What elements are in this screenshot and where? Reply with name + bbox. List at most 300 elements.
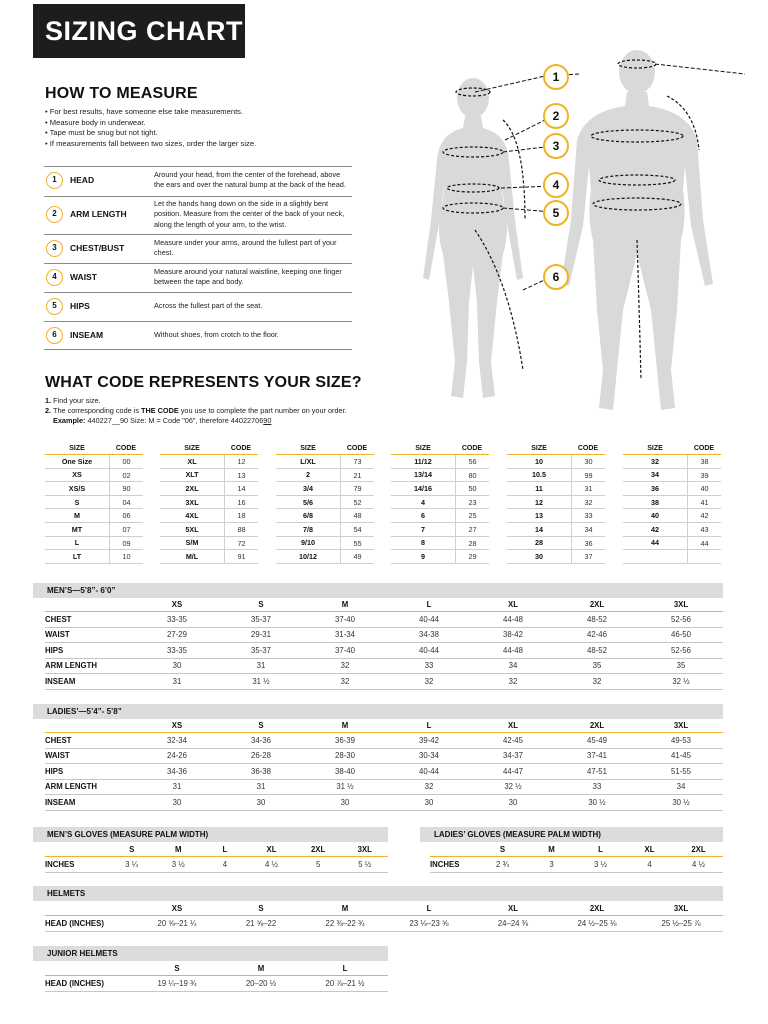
code-column-header: CODE bbox=[577, 445, 599, 452]
code-cell: 48 bbox=[340, 509, 374, 522]
grid-row bbox=[45, 643, 723, 659]
code-table-row bbox=[507, 523, 605, 537]
code-table-row bbox=[623, 550, 721, 564]
code-table-row bbox=[160, 482, 258, 496]
callout-3: 3 bbox=[543, 133, 569, 159]
size-cell: S/M bbox=[185, 538, 199, 548]
size-header: XL bbox=[508, 904, 518, 913]
size-header: M bbox=[341, 600, 349, 609]
value-cell: 24–24 ⅜ bbox=[497, 918, 529, 928]
grid-header-row bbox=[430, 843, 723, 857]
size-header: XL bbox=[508, 721, 518, 730]
code-cell: 14 bbox=[224, 482, 258, 495]
code-steps bbox=[45, 396, 385, 427]
helmets-bar: HELMETS bbox=[33, 886, 723, 901]
code-table-row bbox=[45, 469, 143, 483]
callout-4: 4 bbox=[543, 172, 569, 198]
step-1-number: 1. bbox=[45, 396, 52, 405]
size-header: 3XL bbox=[673, 721, 689, 730]
step-2-number: 2. bbox=[45, 406, 52, 416]
code-cell: 04 bbox=[109, 496, 143, 509]
value-cell: 25 ½–25 ⅞ bbox=[661, 918, 701, 928]
value-cell: 48-52 bbox=[587, 645, 607, 655]
value-cell: 32 ½ bbox=[672, 676, 690, 686]
value-cell: 42-45 bbox=[503, 735, 523, 745]
value-cell: 38-40 bbox=[335, 766, 355, 776]
example-tail: 90 bbox=[263, 416, 272, 426]
row-label: ARM LENGTH bbox=[45, 782, 97, 792]
size-header: 2XL bbox=[589, 721, 605, 730]
size-header: XL bbox=[644, 845, 655, 854]
size-header: XS bbox=[171, 721, 183, 730]
code-table-row bbox=[623, 523, 721, 537]
value-cell: 30 bbox=[508, 797, 518, 807]
mens-size-grid bbox=[45, 598, 723, 690]
value-cell: 35-37 bbox=[251, 614, 271, 624]
value-cell: 49-53 bbox=[671, 735, 691, 745]
code-cell: 43 bbox=[687, 523, 721, 536]
value-cell: 34 bbox=[508, 661, 518, 671]
size-cell: 14/16 bbox=[414, 483, 432, 493]
row-label: INCHES bbox=[45, 859, 75, 869]
code-column-header: CODE bbox=[115, 445, 137, 452]
ladies-size-grid bbox=[45, 719, 723, 811]
grid-row bbox=[45, 857, 388, 873]
size-cell: 8 bbox=[421, 538, 425, 548]
mens-gloves-grid bbox=[45, 843, 388, 873]
code-cell: 32 bbox=[571, 496, 605, 509]
step-1 bbox=[45, 396, 385, 406]
size-header: XS bbox=[171, 600, 183, 609]
size-cell: 10.5 bbox=[532, 470, 546, 480]
value-cell: 24-26 bbox=[167, 751, 187, 761]
value-cell: 22 ⅜–22 ¾ bbox=[325, 918, 365, 928]
code-cell: 00 bbox=[109, 455, 143, 468]
mens-gloves-bar: MEN’S GLOVES (MEASURE PALM WIDTH) bbox=[33, 827, 388, 842]
size-cell: 10 bbox=[535, 456, 543, 466]
size-cell: 2XL bbox=[185, 483, 199, 493]
grid-row bbox=[45, 612, 723, 628]
size-cell: 5XL bbox=[185, 524, 199, 534]
value-cell: 38-42 bbox=[503, 630, 523, 640]
size-header: M bbox=[548, 845, 555, 854]
size-cell: 9/10 bbox=[301, 538, 315, 548]
size-header: 2XL bbox=[589, 904, 605, 913]
size-cell: 32 bbox=[651, 456, 659, 466]
value-cell: 31 bbox=[256, 782, 266, 792]
code-cell: 50 bbox=[455, 482, 489, 495]
value-cell: 31 bbox=[172, 782, 182, 792]
size-header: S bbox=[499, 845, 506, 854]
code-table-row bbox=[623, 537, 721, 551]
measure-desc: Measure around your natural waistline, keeping one finger between the tape and body. bbox=[154, 267, 342, 287]
row-label: CHEST bbox=[45, 735, 72, 745]
code-table-row bbox=[45, 509, 143, 523]
value-cell: 30 ½ bbox=[588, 797, 606, 807]
example-line bbox=[45, 416, 385, 426]
value-cell: 30 bbox=[424, 797, 434, 807]
grid-row bbox=[45, 916, 723, 932]
row-label: WAIST bbox=[45, 751, 70, 761]
size-header: S bbox=[129, 845, 135, 854]
size-header: L bbox=[342, 964, 348, 973]
size-cell: XL bbox=[187, 456, 197, 466]
measure-desc: Without shoes, from crotch to the floor. bbox=[154, 330, 279, 339]
value-cell: 32 bbox=[340, 676, 350, 686]
code-table-row bbox=[276, 509, 374, 523]
size-header: 2XL bbox=[589, 600, 605, 609]
value-cell: 4 bbox=[222, 859, 228, 869]
size-cell: 12 bbox=[535, 497, 543, 507]
measure-tips bbox=[45, 107, 345, 149]
code-table-row bbox=[45, 550, 143, 564]
value-cell: 47-51 bbox=[587, 766, 607, 776]
junior-helmets-grid bbox=[45, 962, 388, 992]
grid-header-row bbox=[45, 598, 723, 612]
grid-header-row bbox=[45, 962, 388, 976]
code-cell: 02 bbox=[109, 469, 143, 482]
value-cell: 29-31 bbox=[251, 630, 271, 640]
size-cell: 28 bbox=[535, 538, 543, 548]
step-2-the-code: THE CODE bbox=[141, 406, 179, 416]
size-header: L bbox=[426, 600, 432, 609]
grid-row bbox=[45, 749, 723, 765]
row-label: HIPS bbox=[45, 766, 64, 776]
example-text: 440227__90 Size: M = Code "06", therefore 44022706 bbox=[87, 416, 264, 426]
code-cell: 42 bbox=[687, 509, 721, 522]
code-cell: 07 bbox=[109, 523, 143, 536]
code-table-row bbox=[276, 523, 374, 537]
code-table-row bbox=[160, 537, 258, 551]
size-cell: 13 bbox=[535, 511, 543, 521]
value-cell: 21 ⅝–22 bbox=[245, 918, 277, 928]
size-cell: 11 bbox=[535, 483, 543, 493]
measure-desc: Measure under your arms, around the fullest part of your chest. bbox=[154, 238, 337, 258]
example-label: Example: bbox=[53, 416, 86, 426]
size-cell: 7 bbox=[421, 524, 425, 534]
size-column-header: SIZE bbox=[69, 444, 85, 452]
code-table-row bbox=[160, 496, 258, 510]
size-cell: 10/12 bbox=[299, 551, 317, 561]
grid-row bbox=[45, 780, 723, 796]
measure-row-arm-length bbox=[44, 196, 352, 234]
size-cell: 9 bbox=[421, 551, 425, 561]
value-cell: 46-50 bbox=[671, 630, 691, 640]
size-cell: 14 bbox=[535, 524, 543, 534]
value-cell: 34-36 bbox=[167, 766, 187, 776]
mens-bar: MEN’S—5’8”- 6’0” bbox=[33, 583, 723, 598]
measure-desc: Let the hands hang down on the side in a slightly bent position. Measure from the center of the back of your neck, along the length of your arm, to the wrist. bbox=[154, 199, 345, 229]
value-cell: 5 ½ bbox=[358, 859, 372, 869]
code-table bbox=[276, 442, 374, 564]
code-table bbox=[623, 442, 721, 564]
code-table-row bbox=[160, 509, 258, 523]
size-header: 2XL bbox=[310, 845, 326, 854]
size-cell: 4 bbox=[421, 497, 425, 507]
value-cell: 30 bbox=[172, 661, 182, 671]
value-cell: 35 bbox=[676, 661, 686, 671]
code-table-header bbox=[391, 442, 489, 455]
value-cell: 4 ½ bbox=[265, 859, 279, 869]
code-cell: 44 bbox=[687, 537, 721, 550]
measure-name: HIPS bbox=[70, 301, 90, 311]
code-table-row bbox=[507, 496, 605, 510]
step-2-text-a: The corresponding code is bbox=[53, 406, 139, 416]
size-header: M bbox=[341, 721, 349, 730]
value-cell: 52-56 bbox=[671, 614, 691, 624]
code-cell: 28 bbox=[455, 537, 489, 550]
measure-row-hips bbox=[44, 292, 352, 321]
tip: • Tape must be snug but not tight. bbox=[45, 128, 158, 138]
code-cell: 79 bbox=[340, 482, 374, 495]
measure-number: 2 bbox=[46, 206, 63, 223]
code-table-row bbox=[276, 482, 374, 496]
row-label: INSEAM bbox=[45, 797, 76, 807]
row-label: HEAD (INCHES) bbox=[45, 978, 104, 988]
row-label: INCHES bbox=[430, 859, 460, 869]
code-table-row bbox=[276, 550, 374, 564]
size-header: M bbox=[175, 845, 182, 854]
size-cell: 36 bbox=[651, 483, 659, 493]
code-column-header: CODE bbox=[693, 445, 715, 452]
code-cell: 27 bbox=[455, 523, 489, 536]
code-table-row bbox=[391, 496, 489, 510]
value-cell: 20 ⅞–21 ½ bbox=[325, 978, 365, 988]
size-header: 2XL bbox=[691, 845, 706, 854]
value-cell: 36-39 bbox=[335, 735, 355, 745]
value-cell: 33-35 bbox=[167, 645, 187, 655]
code-table-row bbox=[160, 455, 258, 469]
value-cell: 34-36 bbox=[251, 735, 271, 745]
grid-row bbox=[45, 733, 723, 749]
code-cell: 23 bbox=[455, 496, 489, 509]
callout-2: 2 bbox=[543, 103, 569, 129]
size-header: XL bbox=[508, 600, 518, 609]
code-cell: 54 bbox=[340, 523, 374, 536]
value-cell: 32 bbox=[340, 661, 350, 671]
size-cell: M bbox=[74, 511, 80, 521]
code-cell: 29 bbox=[455, 550, 489, 563]
value-cell: 30 ½ bbox=[672, 797, 690, 807]
code-table-header bbox=[623, 442, 721, 455]
value-cell: 33-35 bbox=[167, 614, 187, 624]
tip: • Measure body in underwear. bbox=[45, 117, 146, 127]
code-cell: 73 bbox=[340, 455, 374, 468]
code-cell: 06 bbox=[109, 509, 143, 522]
size-cell: 2 bbox=[306, 470, 310, 480]
grid-row bbox=[45, 976, 388, 992]
size-cell: XS bbox=[72, 470, 82, 480]
code-cell: 52 bbox=[340, 496, 374, 509]
code-table-header bbox=[160, 442, 258, 455]
value-cell: 34 bbox=[676, 782, 686, 792]
measure-number: 3 bbox=[46, 240, 63, 257]
value-cell: 41-45 bbox=[671, 751, 691, 761]
code-table-row bbox=[507, 482, 605, 496]
value-cell: 5 bbox=[315, 859, 321, 869]
value-cell: 19 ¼–19 ¾ bbox=[157, 978, 197, 988]
size-header: S bbox=[258, 904, 264, 913]
measure-row-waist bbox=[44, 263, 352, 292]
value-cell: 37-40 bbox=[335, 614, 355, 624]
value-cell: 3 ½ bbox=[171, 859, 185, 869]
size-cell: 3/4 bbox=[303, 483, 313, 493]
measure-number: 5 bbox=[46, 298, 63, 315]
code-cell bbox=[687, 550, 721, 563]
size-cell: 30 bbox=[535, 551, 543, 561]
value-cell: 31 bbox=[256, 661, 266, 671]
size-header: XS bbox=[171, 904, 183, 913]
value-cell: 4 ½ bbox=[691, 859, 705, 869]
value-cell: 45-49 bbox=[587, 735, 607, 745]
size-header: M bbox=[341, 904, 349, 913]
code-table-row bbox=[507, 509, 605, 523]
code-table-row bbox=[45, 496, 143, 510]
code-cell: 72 bbox=[224, 537, 258, 550]
step-1-text: Find your size. bbox=[53, 396, 101, 405]
code-cell: 16 bbox=[224, 496, 258, 509]
value-cell: 35-37 bbox=[251, 645, 271, 655]
code-cell: 90 bbox=[109, 482, 143, 495]
code-table-row bbox=[391, 537, 489, 551]
value-cell: 30 bbox=[256, 797, 266, 807]
value-cell: 36-38 bbox=[251, 766, 271, 776]
value-cell: 40-44 bbox=[419, 766, 439, 776]
code-cell: 21 bbox=[340, 469, 374, 482]
code-cell: 34 bbox=[571, 523, 605, 536]
value-cell: 27-29 bbox=[167, 630, 187, 640]
value-cell: 3 ½ bbox=[593, 859, 607, 869]
code-table bbox=[391, 442, 489, 564]
measure-number: 6 bbox=[46, 327, 63, 344]
size-header: L bbox=[426, 904, 432, 913]
grid-header-row bbox=[45, 719, 723, 733]
code-cell: 56 bbox=[455, 455, 489, 468]
value-cell: 32 ½ bbox=[504, 782, 522, 792]
code-table-row bbox=[276, 537, 374, 551]
code-table bbox=[160, 442, 258, 564]
size-cell: LT bbox=[72, 551, 82, 561]
grid-header-row bbox=[45, 843, 388, 857]
measure-row-chest bbox=[44, 234, 352, 263]
code-cell: 09 bbox=[109, 537, 143, 550]
code-table-row bbox=[391, 455, 489, 469]
row-label: WAIST bbox=[45, 630, 70, 640]
value-cell: 20 ⅝–21 ¼ bbox=[157, 918, 197, 928]
junior-helmets-bar: JUNIOR HELMETS bbox=[33, 946, 388, 961]
value-cell: 31 ½ bbox=[336, 782, 354, 792]
value-cell: 3 bbox=[549, 859, 554, 869]
code-heading: WHAT CODE REPRESENTS YOUR SIZE? bbox=[45, 374, 362, 391]
code-table-row bbox=[276, 469, 374, 483]
size-cell: L/XL bbox=[300, 456, 316, 466]
value-cell: 33 bbox=[424, 661, 434, 671]
body-figures bbox=[405, 40, 765, 430]
code-table-row bbox=[391, 482, 489, 496]
code-table-row bbox=[507, 550, 605, 564]
code-cell: 10 bbox=[109, 550, 143, 563]
size-column-header: SIZE bbox=[647, 444, 663, 452]
code-cell: 41 bbox=[687, 496, 721, 509]
code-table-row bbox=[507, 469, 605, 483]
row-label: HEAD (INCHES) bbox=[45, 918, 104, 928]
helmets-grid bbox=[45, 902, 723, 932]
code-column-header: CODE bbox=[230, 445, 252, 452]
value-cell: 52-56 bbox=[671, 645, 691, 655]
code-table-row bbox=[45, 455, 143, 469]
size-cell: 6/8 bbox=[303, 511, 313, 521]
size-cell: 7/8 bbox=[303, 524, 313, 534]
grid-row bbox=[45, 764, 723, 780]
page-title: SIZING CHART bbox=[45, 16, 243, 46]
value-cell: 32 bbox=[592, 676, 602, 686]
size-header: L bbox=[222, 845, 228, 854]
step-2-text-c: you use to complete the part number on your order. bbox=[180, 406, 347, 416]
size-cell: 13/14 bbox=[414, 470, 432, 480]
value-cell: 44-47 bbox=[503, 766, 523, 776]
code-table-row bbox=[45, 482, 143, 496]
grid-row bbox=[45, 628, 723, 644]
size-cell: L bbox=[74, 538, 80, 548]
title-banner bbox=[33, 4, 245, 58]
value-cell: 32 bbox=[424, 676, 434, 686]
code-cell: 99 bbox=[571, 469, 605, 482]
code-table-row bbox=[45, 523, 143, 537]
size-header: L bbox=[598, 845, 603, 854]
measure-name: ARM LENGTH bbox=[70, 209, 127, 219]
grid-row bbox=[45, 674, 723, 690]
tip: • If measurements fall between two sizes, order the larger size. bbox=[45, 138, 257, 148]
value-cell: 2 ¾ bbox=[495, 859, 509, 869]
size-cell: 38 bbox=[651, 497, 659, 507]
code-cell: 33 bbox=[571, 509, 605, 522]
code-table bbox=[507, 442, 605, 564]
code-table-row bbox=[160, 469, 258, 483]
tip: • For best results, have someone else take measurements. bbox=[45, 107, 244, 116]
code-table-row bbox=[391, 523, 489, 537]
value-cell: 30 bbox=[172, 797, 182, 807]
value-cell: 34-38 bbox=[419, 630, 439, 640]
measure-number: 4 bbox=[46, 269, 63, 286]
callout-5: 5 bbox=[543, 200, 569, 226]
code-table-row bbox=[160, 550, 258, 564]
size-cell: XS/S bbox=[68, 483, 86, 493]
callout-1: 1 bbox=[543, 64, 569, 90]
row-label: INSEAM bbox=[45, 676, 76, 686]
value-cell: 24 ½–25 ⅛ bbox=[577, 918, 617, 928]
value-cell: 26-28 bbox=[251, 751, 271, 761]
value-cell: 20–20 ½ bbox=[245, 978, 277, 988]
size-cell: 44 bbox=[651, 538, 659, 548]
size-cell: M/L bbox=[185, 551, 199, 561]
ladies-bar: LADIES’—5’4”- 5’8” bbox=[33, 704, 723, 719]
code-cell: 31 bbox=[571, 482, 605, 495]
grid-row bbox=[45, 795, 723, 811]
code-table-header bbox=[507, 442, 605, 455]
size-cell: 11/12 bbox=[414, 456, 432, 466]
measure-row-inseam bbox=[44, 321, 352, 350]
measure-name: INSEAM bbox=[70, 330, 104, 340]
grid-row bbox=[430, 857, 723, 873]
code-cell: 39 bbox=[687, 469, 721, 482]
value-cell: 28-30 bbox=[335, 751, 355, 761]
size-cell: 3XL bbox=[185, 497, 199, 507]
ladies-gloves-grid bbox=[430, 843, 723, 873]
measure-name: WAIST bbox=[70, 272, 97, 282]
code-table-row bbox=[391, 550, 489, 564]
code-table-row bbox=[276, 455, 374, 469]
size-cell: 5/6 bbox=[303, 497, 313, 507]
